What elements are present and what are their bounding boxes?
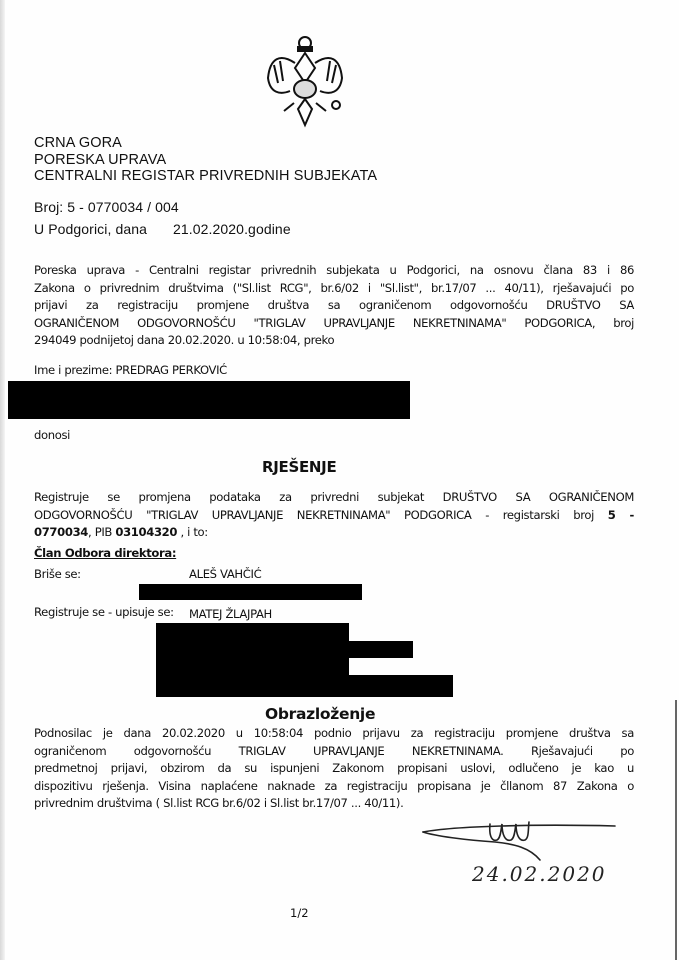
scan-edge-right [675, 700, 677, 960]
intro-line: Poreska uprava - Centralni registar privrednih subjekata u Podgorici, na osnovu člana 83 i 86 [34, 263, 634, 277]
document-number: Broj: 5 - 0770034 / 004 [34, 199, 179, 215]
registration-number: 0770034 [34, 525, 89, 539]
reasoning-line: privrednim društvima ( Sl.list RCG br.6/02 i Sl.list br.17/07 ... 40/11). [34, 796, 404, 810]
intro-line: prijavi za registraciju promjene društva sa ograničenom odgovornošću DRUŠTVO SA [34, 298, 634, 312]
intro-line: Zakona o privrednim društvima ("Sl.list RCG", br.6/02 i "Sl.list", br.17/07 ... 40/11), rješavajući po [34, 280, 634, 295]
redaction-box [156, 623, 349, 697]
reasoning-line: dispozitivu rješenja. Visina naplaćene naknade za registraciju propisana je čllanom 87 Zakona o [34, 778, 634, 793]
header-country: CRNA GORA [34, 135, 122, 151]
decision-title: RJEŠENJE [262, 458, 337, 476]
registration-number-part: 5 - [607, 507, 634, 522]
donosi-text: donosi [34, 428, 71, 442]
decision-line: ODGOVORNOŠĆU "TRIGLAV UPRAVLJANJE NEKRETNINAMA" PODGORICA - registarski broj [34, 507, 608, 522]
scan-edge-left [0, 0, 5, 960]
reasoning-line: ograničenom odgovornošću TRIGLAV UPRAVLJANJE NEKRETNINAMA. Rješavajući po [34, 743, 634, 758]
added-name: MATEJ ŽLAJPAH [189, 607, 272, 621]
intro-line: 294049 podnijetoj dana 20.02.2020. u 10:58:04, preko [34, 333, 335, 347]
pib-number: 03104320 [115, 525, 178, 539]
reasoning-title: Obrazloženje [265, 705, 376, 723]
decision-line: Registruje se promjena podataka za privredni subjekat DRUŠTVO SA OGRANIČENOM [34, 490, 634, 504]
removed-name: ALEŠ VAHČIĆ [189, 567, 262, 581]
removed-label: Briše se: [34, 567, 81, 581]
section-heading-board-member: Član Odbora direktora: [34, 546, 177, 560]
handwritten-date: 24.02.2020 [472, 862, 607, 886]
place-date-label: U Podgorici, dana [34, 221, 147, 237]
reasoning-line: predmetnoj prijavi, obzirom da su ispunjeni Zakonom propisani uslovi, odlučeno je kao u [34, 761, 634, 775]
decision-paragraph [34, 489, 634, 542]
place-date-value: 21.02.2020.godine [173, 221, 291, 237]
applicant-name: Ime i prezime: PREDRAG PERKOVIĆ [34, 363, 227, 377]
header-registry: CENTRALNI REGISTAR PRIVREDNIH SUBJEKATA [34, 168, 378, 184]
redaction-box [325, 675, 453, 697]
decision-line-end: , i to: [177, 525, 208, 539]
redaction-box [8, 381, 410, 419]
redaction-box [340, 641, 413, 658]
reasoning-paragraph [34, 725, 634, 813]
reasoning-line: Podnosilac je dana 20.02.2020 u 10:58:04 podnio prijavu za registraciju promjene društva sa [34, 726, 634, 740]
pib-label: , PIB [88, 525, 116, 539]
intro-paragraph [34, 262, 634, 350]
added-label: Registruje se - upisuje se: [34, 605, 174, 619]
montenegro-coat-of-arms-icon [260, 33, 350, 128]
header-agency: PORESKA UPRAVA [34, 152, 167, 168]
page-number: 1/2 [290, 906, 309, 920]
intro-line: OGRANIČENOM ODGOVORNOŠĆU "TRIGLAV UPRAVLJANJE NEKRETNINAMA" PODGORICA, broj [34, 315, 634, 330]
redaction-box [139, 584, 362, 600]
